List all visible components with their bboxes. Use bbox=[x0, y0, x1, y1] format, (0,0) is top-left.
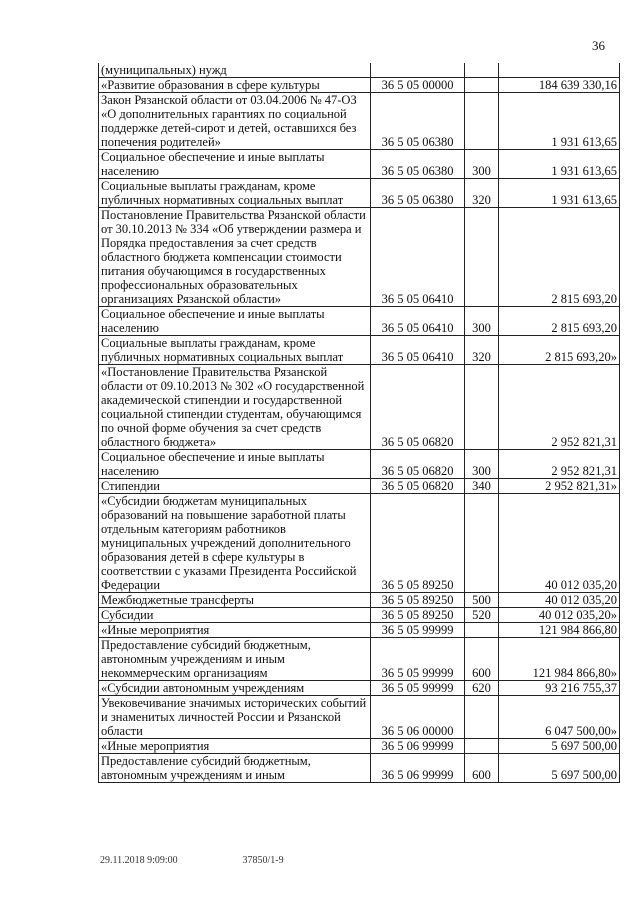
row-name: Социальные выплаты гражданам, кроме публичных нормативных социальных выплат bbox=[99, 336, 371, 365]
table-row bbox=[99, 739, 620, 754]
row-amount: 6 047 500,00» bbox=[499, 696, 620, 739]
row-code: 36 5 05 06410 bbox=[371, 336, 465, 365]
row-code: 36 5 05 99999 bbox=[371, 623, 465, 638]
table-row bbox=[99, 208, 620, 307]
table-row bbox=[99, 638, 620, 681]
table-row bbox=[99, 608, 620, 623]
row-amount: 1 931 613,65 bbox=[499, 179, 620, 208]
row-code: 36 5 05 06410 bbox=[371, 307, 465, 336]
table-row bbox=[99, 754, 620, 783]
page-number: 36 bbox=[592, 38, 605, 53]
table-row bbox=[99, 479, 620, 494]
table-row bbox=[99, 450, 620, 479]
row-code: 36 5 05 89250 bbox=[371, 494, 465, 593]
row-kvr bbox=[465, 365, 499, 450]
row-code: 36 5 05 06410 bbox=[371, 208, 465, 307]
row-kvr bbox=[465, 739, 499, 754]
row-kvr: 600 bbox=[465, 754, 499, 783]
row-code: 36 5 05 06380 bbox=[371, 93, 465, 150]
row-amount: 5 697 500,00 bbox=[499, 754, 620, 783]
row-kvr bbox=[465, 63, 499, 78]
row-name: Предоставление субсидий бюджетным, автономным учреждениям и иным bbox=[99, 754, 371, 783]
row-name: Социальное обеспечение и иные выплаты населению bbox=[99, 450, 371, 479]
row-code: 36 5 05 99999 bbox=[371, 681, 465, 696]
table-row bbox=[99, 696, 620, 739]
table-row bbox=[99, 623, 620, 638]
row-name: Закон Рязанской области от 03.04.2006 № 47-ОЗ «О дополнительных гарантиях по социальной поддержке детей-сирот и детей, оставшихся без попечения родителей» bbox=[99, 93, 371, 150]
row-kvr: 340 bbox=[465, 479, 499, 494]
row-name: Увековечивание значимых исторических событий и знаменитых личностей России и Рязанской области bbox=[99, 696, 371, 739]
row-amount: 2 952 821,31 bbox=[499, 450, 620, 479]
row-amount: 2 815 693,20» bbox=[499, 336, 620, 365]
row-amount: 40 012 035,20 bbox=[499, 593, 620, 608]
row-kvr: 300 bbox=[465, 450, 499, 479]
row-code: 36 5 05 06820 bbox=[371, 450, 465, 479]
table-row bbox=[99, 150, 620, 179]
row-code: 36 5 06 99999 bbox=[371, 739, 465, 754]
table-row bbox=[99, 681, 620, 696]
row-amount: 40 012 035,20» bbox=[499, 608, 620, 623]
row-amount: 1 931 613,65 bbox=[499, 150, 620, 179]
row-amount: 2 815 693,20 bbox=[499, 208, 620, 307]
footer-date: 29.11.2018 9:09:00 bbox=[100, 855, 178, 866]
row-code: 36 5 06 00000 bbox=[371, 696, 465, 739]
row-kvr: 300 bbox=[465, 307, 499, 336]
table-row bbox=[99, 307, 620, 336]
row-kvr: 520 bbox=[465, 608, 499, 623]
row-kvr bbox=[465, 93, 499, 150]
row-name: Субсидии bbox=[99, 608, 371, 623]
row-kvr bbox=[465, 696, 499, 739]
row-name: «Субсидии бюджетам муниципальных образований на повышение заработной платы отдельным категориям работников муниципальных учреждений дополнительного образования детей в сфере культуры в соответствии с указами Президента Российской Федерации bbox=[99, 494, 371, 593]
row-amount bbox=[499, 63, 620, 78]
row-kvr bbox=[465, 78, 499, 93]
row-kvr: 500 bbox=[465, 593, 499, 608]
row-amount: 121 984 866,80 bbox=[499, 623, 620, 638]
row-kvr bbox=[465, 494, 499, 593]
table-row bbox=[99, 179, 620, 208]
table-row bbox=[99, 93, 620, 150]
table-row bbox=[99, 63, 620, 78]
row-kvr: 320 bbox=[465, 179, 499, 208]
row-amount: 5 697 500,00 bbox=[499, 739, 620, 754]
row-kvr: 320 bbox=[465, 336, 499, 365]
row-amount: 121 984 866,80» bbox=[499, 638, 620, 681]
row-name: Стипендии bbox=[99, 479, 371, 494]
row-amount: 2 952 821,31» bbox=[499, 479, 620, 494]
row-code: 36 5 05 06380 bbox=[371, 179, 465, 208]
row-amount: 1 931 613,65 bbox=[499, 93, 620, 150]
table-row bbox=[99, 78, 620, 93]
row-kvr: 600 bbox=[465, 638, 499, 681]
footer bbox=[100, 855, 284, 866]
row-code: 36 5 05 00000 bbox=[371, 78, 465, 93]
row-code: 36 5 05 06820 bbox=[371, 365, 465, 450]
row-amount: 184 639 330,16 bbox=[499, 78, 620, 93]
row-kvr bbox=[465, 623, 499, 638]
row-name: Межбюджетные трансферты bbox=[99, 593, 371, 608]
row-kvr: 620 bbox=[465, 681, 499, 696]
row-name: Предоставление субсидий бюджетным, автономным учреждениям и иным некоммерческим организациям bbox=[99, 638, 371, 681]
footer-doc-id: 37850/1-9 bbox=[242, 855, 284, 866]
row-amount: 2 952 821,31 bbox=[499, 365, 620, 450]
row-name: «Развитие образования в сфере культуры bbox=[99, 78, 371, 93]
row-name: «Иные мероприятия bbox=[99, 739, 371, 754]
row-amount: 93 216 755,37 bbox=[499, 681, 620, 696]
row-name: Социальное обеспечение и иные выплаты населению bbox=[99, 150, 371, 179]
row-name: «Иные мероприятия bbox=[99, 623, 371, 638]
row-name: «Субсидии автономным учреждениям bbox=[99, 681, 371, 696]
row-code: 36 5 05 06380 bbox=[371, 150, 465, 179]
table-row bbox=[99, 494, 620, 593]
table-row bbox=[99, 365, 620, 450]
row-name: Социальные выплаты гражданам, кроме публичных нормативных социальных выплат bbox=[99, 179, 371, 208]
row-code: 36 5 06 99999 bbox=[371, 754, 465, 783]
budget-table bbox=[98, 63, 620, 783]
row-code: 36 5 05 99999 bbox=[371, 638, 465, 681]
row-code: 36 5 05 89250 bbox=[371, 608, 465, 623]
row-amount: 40 012 035,20 bbox=[499, 494, 620, 593]
row-code bbox=[371, 63, 465, 78]
row-kvr: 300 bbox=[465, 150, 499, 179]
row-kvr bbox=[465, 208, 499, 307]
row-code: 36 5 05 89250 bbox=[371, 593, 465, 608]
row-amount: 2 815 693,20 bbox=[499, 307, 620, 336]
row-name: Постановление Правительства Рязанской области от 30.10.2013 № 334 «Об утверждении размера и Порядка предоставления за счет средств областного бюджета компенсации стоимости питания обучающимся в государственных профессиональных образовательных организациях Рязанской области» bbox=[99, 208, 371, 307]
row-name: Социальное обеспечение и иные выплаты населению bbox=[99, 307, 371, 336]
table-row bbox=[99, 593, 620, 608]
row-code: 36 5 05 06820 bbox=[371, 479, 465, 494]
row-name: «Постановление Правительства Рязанской области от 09.10.2013 № 302 «О государственной академической стипендии и государственной социальной стипендии студентам, обучающимся по очной форме обучения за счет средств областного бюджета» bbox=[99, 365, 371, 450]
table-row bbox=[99, 336, 620, 365]
row-name: (муниципальных) нужд bbox=[99, 63, 371, 78]
